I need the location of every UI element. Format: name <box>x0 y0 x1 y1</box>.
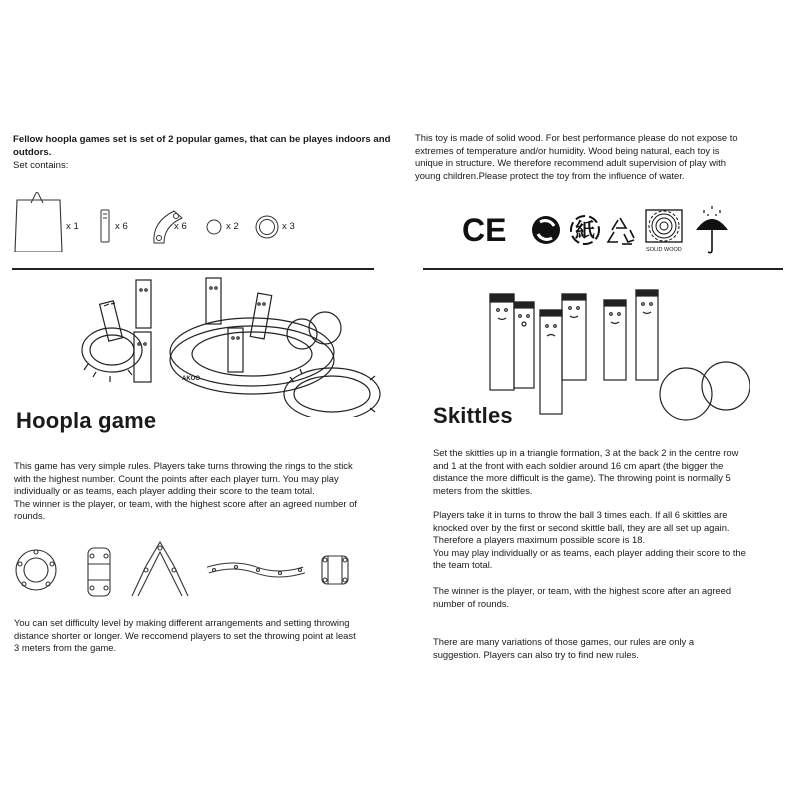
text-line: distance the more difficult is the game). The throwing point is normally 5 <box>433 472 731 484</box>
paper-char: 紙 <box>575 220 595 242</box>
paper-recycle-icon <box>571 216 599 244</box>
text-line: meters from the skittles. <box>433 484 533 496</box>
text-line: The winner is the player, or team, with the highest score after an agreed number of <box>14 497 357 509</box>
arrangement-square <box>322 556 348 584</box>
skittle <box>604 300 626 380</box>
arrangement-circle <box>16 550 56 590</box>
hoopla-ball <box>309 312 341 344</box>
ball-count: x 2 <box>226 221 239 232</box>
text-line: distance shorter or longer. We reccomend players to set the throwing point at least <box>14 629 356 641</box>
set-contents <box>14 192 304 252</box>
arrangement-diagrams <box>14 540 374 602</box>
left-divider <box>12 268 374 270</box>
keep-dry-umbrella-icon <box>696 206 728 253</box>
text-line: You can set difficulty level by making different arrangements and setting throwing <box>14 617 350 628</box>
variations-text <box>433 636 783 661</box>
text-line: 3 meters from the game. <box>14 642 117 654</box>
hoopla-rules <box>14 460 394 523</box>
text-line: There are many variations of those games, our rules are only a <box>433 636 695 647</box>
hoopla-stick <box>228 328 243 372</box>
text-line: young children.Please protect the toy from the influence of water. <box>415 169 685 181</box>
skittles-play <box>433 509 783 572</box>
solid-wood-icon <box>646 210 682 253</box>
right-divider <box>423 268 783 270</box>
intro-title: Fellow hoopla games set is set of 2 popular games, that can be playes indoors and outdors. <box>13 134 391 158</box>
skittle-ball <box>702 362 750 410</box>
skittles-heading: Skittles <box>433 403 513 428</box>
safety-symbols <box>460 200 760 260</box>
text-line: Players take it in turns to throw the ball 3 times each. If all 6 skittles are <box>433 509 728 520</box>
skittle <box>540 310 562 414</box>
stick-icon <box>101 210 109 242</box>
text-line: extremes of temperature and/or humidity. Wood being natural, each toy is <box>415 144 720 156</box>
set-contains-label: Set contains: <box>13 160 69 171</box>
solid-wood-label: SOLID WOOD <box>646 247 682 253</box>
arrangement-column <box>88 548 110 596</box>
arrangement-line <box>208 566 304 575</box>
hoopla-ball <box>287 319 317 349</box>
text-line: unique in structure. We therefore recommend adult supervision of play with <box>415 157 726 169</box>
text-line: This game has very simple rules. Players take turns throwing the rings to the stick <box>14 460 353 471</box>
bag-icon <box>15 192 62 252</box>
text-line: knocked over by the first or second skittle ball, they are all set up again. <box>433 521 730 533</box>
hoopla-stick <box>134 332 151 382</box>
text-line: suggestion. Players can also try to find new rules. <box>433 648 639 660</box>
skittle <box>562 294 586 380</box>
hoopla-illustration <box>40 272 390 417</box>
text-line: and 1 at the front with each soldier around 16 cm apart (the bigger the <box>433 459 724 471</box>
skittle <box>636 290 658 380</box>
ring-count: x 3 <box>282 221 295 232</box>
green-dot-icon <box>532 216 560 244</box>
skittle <box>490 294 514 390</box>
hoopla-heading: Hoopla game <box>16 408 157 433</box>
text-line: the team total. <box>433 559 493 571</box>
text-line: This toy is made of solid wood. For best performance please do not expose to <box>415 132 738 143</box>
hoopla-logo: AKOO <box>182 376 200 382</box>
hoopla-ring <box>284 368 380 417</box>
skittles-illustration <box>480 282 750 422</box>
text-line: Set the skittles up in a triangle formation, 3 at the back 2 in the centre row <box>433 447 739 458</box>
ball-icon <box>207 220 221 234</box>
recycle-icon <box>608 218 634 244</box>
connector-count: x 6 <box>174 221 187 232</box>
text-line: rounds. <box>14 510 46 522</box>
text-line: number of rounds. <box>433 597 510 609</box>
skittle <box>514 302 534 388</box>
hoopla-stick <box>206 278 221 324</box>
stick-count: x 6 <box>115 221 128 232</box>
set-contents-drawing <box>14 192 304 252</box>
skittles-winner <box>433 585 783 610</box>
text-line: You may play individually or as teams, each player adding their score to the <box>433 546 746 558</box>
safety-text <box>415 132 785 182</box>
text-line: individually or as teams, each player adding their score to the team total. <box>14 485 315 497</box>
difficulty-text <box>14 617 404 655</box>
text-line: The winner is the player, or team, with the highest score after an agreed <box>433 585 732 596</box>
ring-icon <box>256 216 278 238</box>
skittles-setup <box>433 447 783 497</box>
text-line: Therefore a players maximum possible score is 18. <box>433 534 646 546</box>
hoopla-stick <box>136 280 151 328</box>
arrangement-zigzag <box>132 542 188 596</box>
bag-count: x 1 <box>66 221 79 232</box>
ce-mark-icon: CE <box>462 212 507 248</box>
text-line: with the highest number. Count the points after each player turn. You may play <box>14 472 339 484</box>
